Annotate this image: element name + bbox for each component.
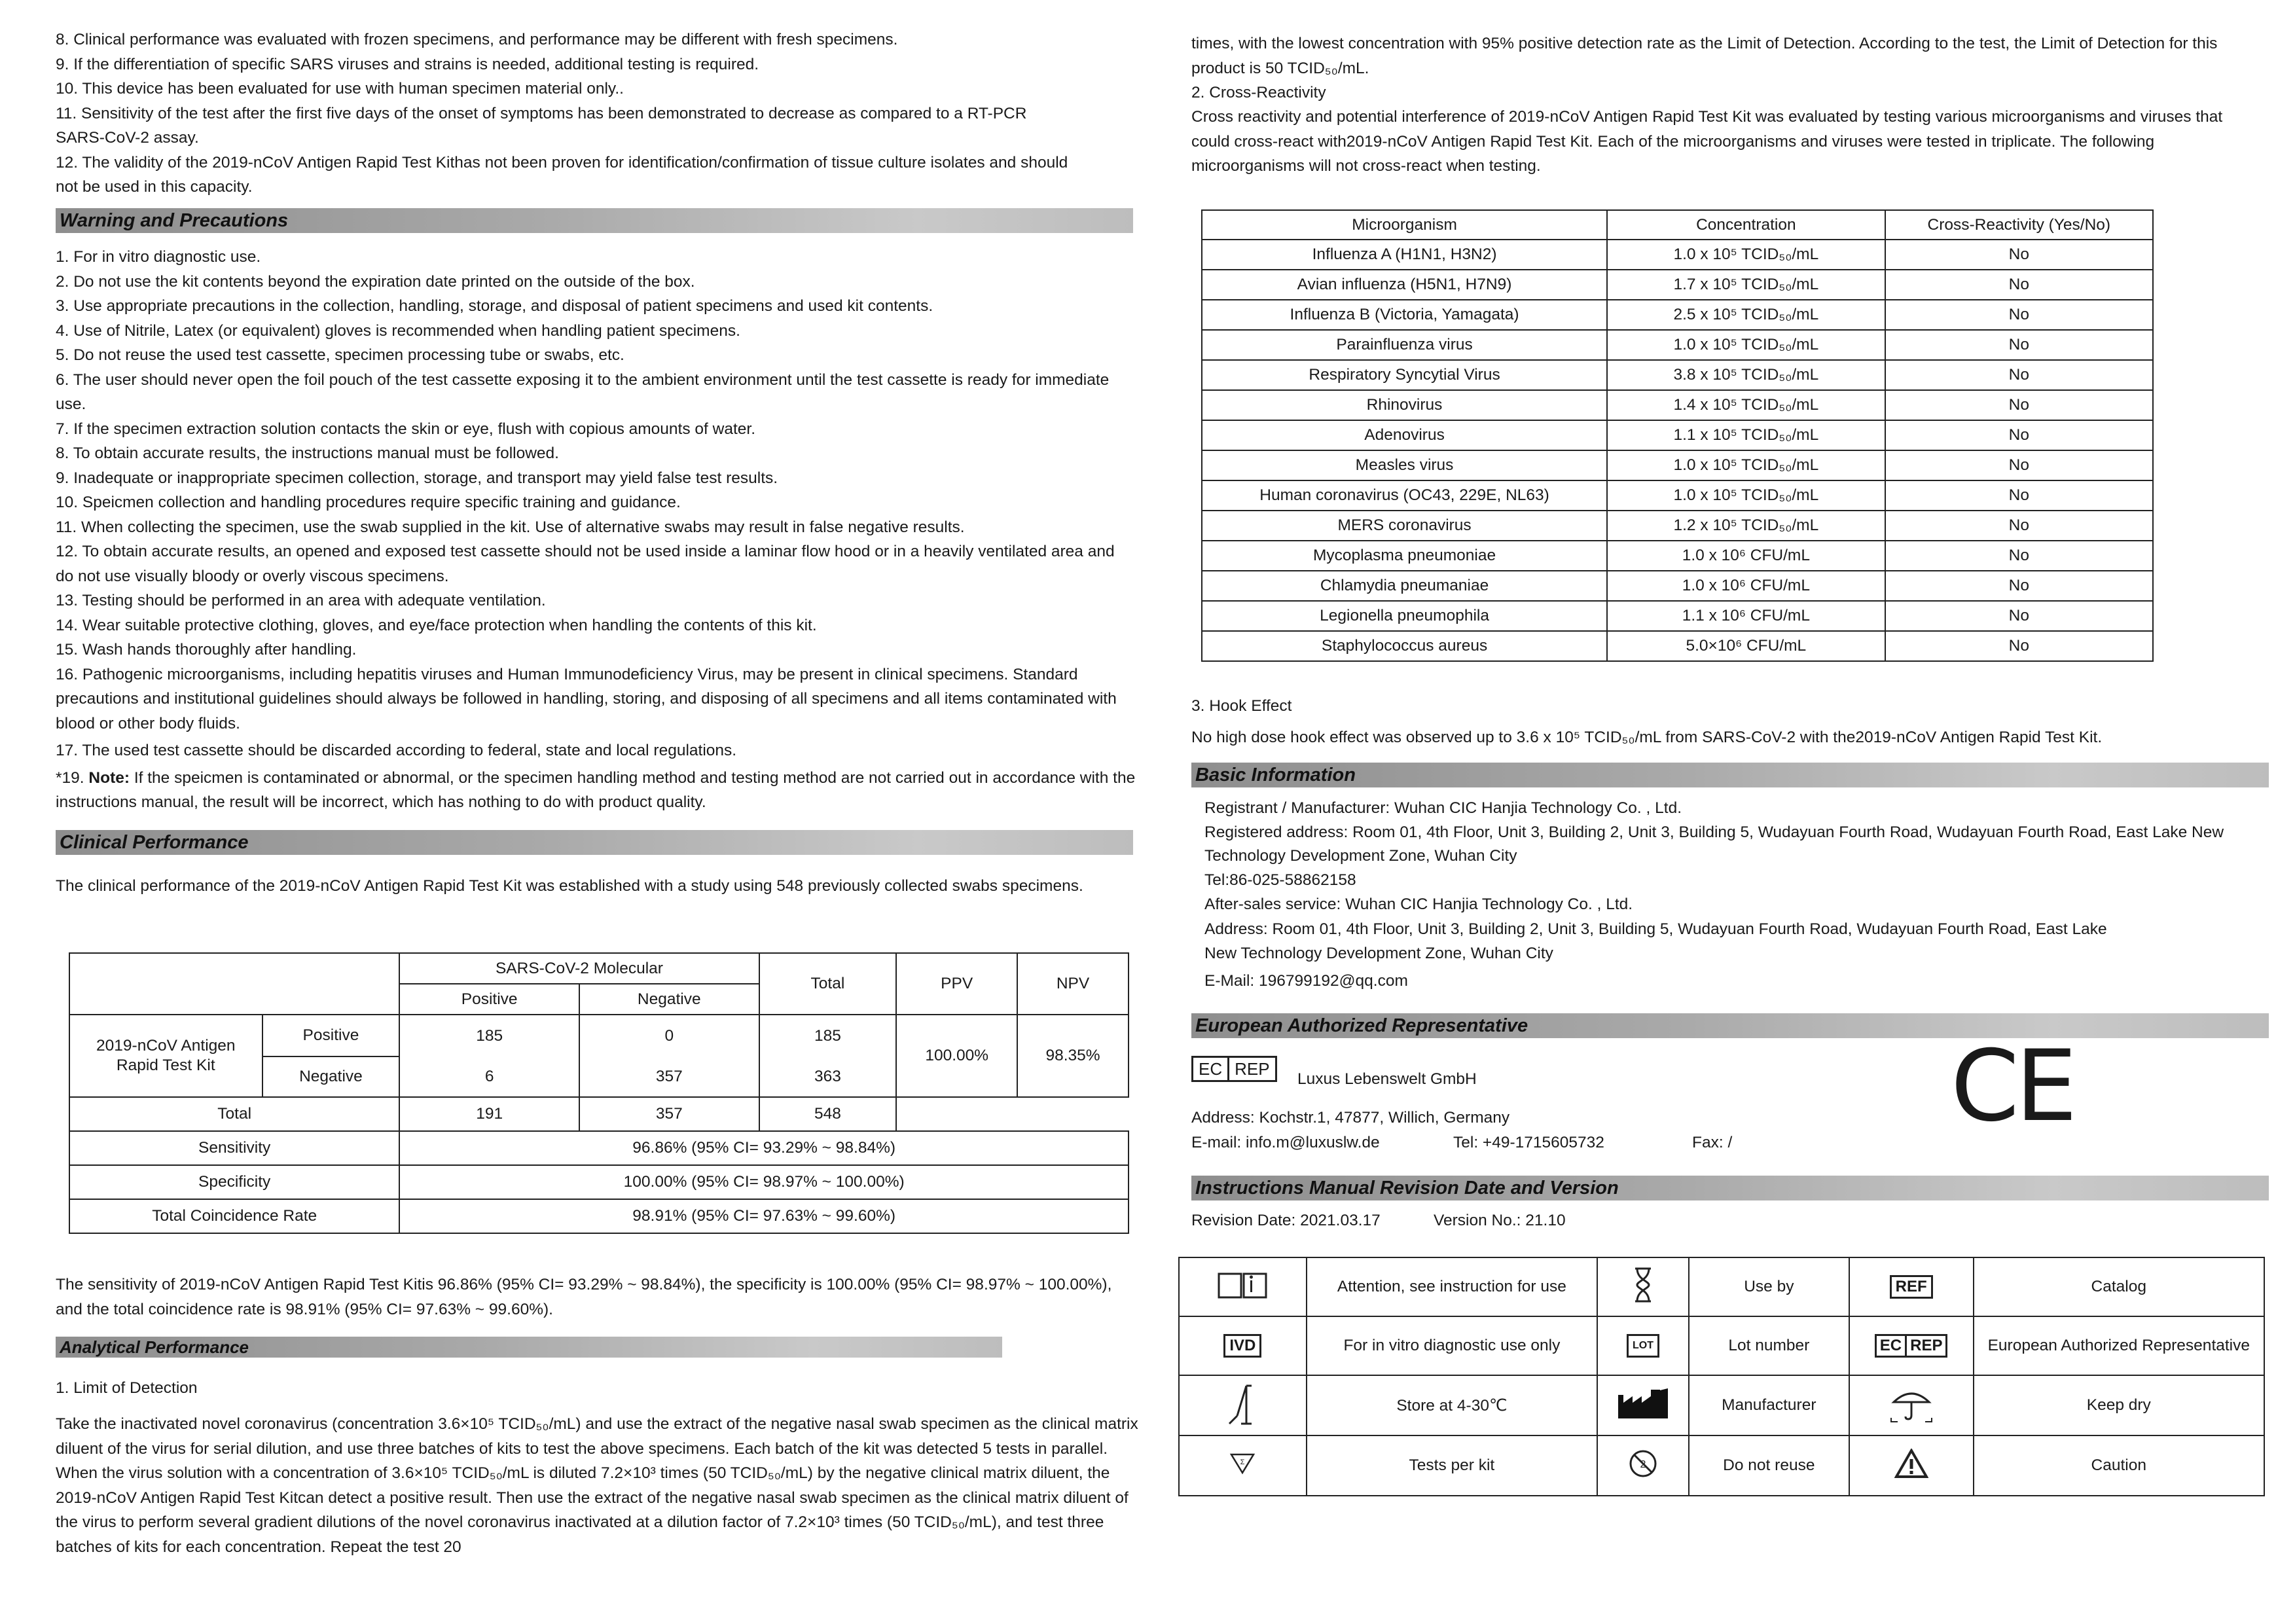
- basic-heading: Basic Information: [1191, 763, 2269, 787]
- cross-cell: 1.0 x 10⁶ CFU/mL: [1607, 541, 1885, 571]
- cross-cell: Staphylococcus aureus: [1202, 631, 1607, 661]
- address: Address: Room 01, 4th Floor, Unit 3, Building 2, Unit 3, Building 5, Wudayuan Fourth Road, Wudayuan Fourth Road, East Lake New Technology Development Zone, Wuhan City: [1204, 920, 2107, 962]
- svg-text:2: 2: [1640, 1458, 1646, 1470]
- cross-cell: 1.0 x 10⁵ TCID₅₀/mL: [1607, 330, 1885, 360]
- symbol-desc: Lot number: [1689, 1316, 1849, 1375]
- svg-text:Σ: Σ: [1240, 1458, 1245, 1466]
- clinical-heading: Clinical Performance: [56, 830, 1133, 855]
- cross-cell: 1.0 x 10⁶ CFU/mL: [1607, 571, 1885, 601]
- cross-cell: Legionella pneumophila: [1202, 601, 1607, 631]
- cross-row: [1202, 240, 2153, 270]
- after-sales: After-sales service: Wuhan CIC Hanjia Technology Co. , Ltd.: [1204, 895, 1633, 913]
- cross-cell: No: [1885, 541, 2153, 571]
- lot-label: LOT: [1627, 1334, 1659, 1358]
- cross-row: [1202, 420, 2153, 450]
- ec-label: EC: [1877, 1336, 1907, 1356]
- hook-text: No high dose hook effect was observed up to 3.6 x 10⁵ TCID₅₀/mL from SARS-CoV-2 with the2019-nCoV Antigen Rapid Test Kit.: [1191, 729, 2103, 746]
- cross-cell: 1.4 x 10⁵ TCID₅₀/mL: [1607, 390, 1885, 420]
- limitation-12: 12. The validity of the 2019-nCoV Antigen Rapid Test Kithas not been proven for identification/confirmation of tissue culture isolates and should not be used in this capacity.: [56, 153, 1068, 196]
- cross-cell: No: [1885, 420, 2153, 450]
- symbol-desc: Use by: [1689, 1257, 1849, 1316]
- cross-cell: Measles virus: [1202, 450, 1607, 480]
- ivd-icon: [1179, 1316, 1307, 1375]
- corner-cell: [69, 953, 399, 1015]
- cross-cell: No: [1885, 631, 2153, 661]
- left-page: [56, 0, 1136, 1624]
- lod-continued: times, with the lowest concentration with 95% positive detection rate as the Limit of Detection. According to the test, the Limit of Detection for this product is 50 TCID₅₀/mL.: [1191, 35, 2218, 77]
- cross-header-cell: Cross-Reactivity (Yes/No): [1885, 210, 2153, 240]
- cross-cell: 1.0 x 10⁵ TCID₅₀/mL: [1607, 450, 1885, 480]
- caution-icon: [1849, 1435, 1974, 1496]
- cell: 185: [759, 1015, 897, 1056]
- cross-header-cell: Microorganism: [1202, 210, 1607, 240]
- limitation-11: 11. Sensitivity of the test after the first five days of the onset of symptoms has been demonstrated to decrease as compared to a RT-PCR SARS-CoV-2 assay.: [56, 104, 1027, 147]
- warning-item-6: 6. The user should never open the foil pouch of the test cassette exposing it to the ambient environment until the test cassette is ready for immediate use.: [56, 370, 1110, 413]
- specificity-value: 100.00% (95% CI= 98.97% ~ 100.00%): [399, 1165, 1129, 1199]
- warning-item-13: 13. Testing should be performed in an area with adequate ventilation.: [56, 592, 546, 609]
- rep-label: REP: [1235, 1059, 1270, 1079]
- warning-item-17: 17. The used test cassette should be discarded according to federal, state and local regulations.: [56, 742, 737, 759]
- cross-row: [1202, 330, 2153, 360]
- symbol-desc: Tests per kit: [1307, 1435, 1597, 1496]
- ec-rep-icon: [1849, 1316, 1974, 1375]
- cross-cell: No: [1885, 480, 2153, 511]
- cross-header-cell: Concentration: [1607, 210, 1885, 240]
- symbol-desc: For in vitro diagnostic use only: [1307, 1316, 1597, 1375]
- positive-header: Positive: [399, 984, 579, 1015]
- cross-title: 2. Cross-Reactivity: [1191, 84, 1326, 101]
- cross-cell: Avian influenza (H5N1, H7N9): [1202, 270, 1607, 300]
- cross-row: [1202, 631, 2153, 661]
- cell: 363: [759, 1056, 897, 1097]
- clinical-intro: The clinical performance of the 2019-nCoV Antigen Rapid Test Kit was established with a study using 548 previously collected swabs specimens.: [56, 877, 1083, 895]
- cross-row: [1202, 480, 2153, 511]
- warning-item-10: 10. Speicmen collection and handling procedures require specific training and guidance.: [56, 494, 681, 511]
- cross-cell: No: [1885, 270, 2153, 300]
- umbrella-icon: [1849, 1375, 1974, 1435]
- cross-row: [1202, 571, 2153, 601]
- limitation-9: 9. If the differentiation of specific SARS viruses and strains is needed, additional testing is required.: [56, 55, 759, 73]
- cross-cell: Influenza A (H1N1, H3N2): [1202, 240, 1607, 270]
- cross-cell: Rhinovirus: [1202, 390, 1607, 420]
- kit-label: 2019-nCoV Antigen Rapid Test Kit: [69, 1015, 262, 1097]
- cross-cell: Parainfluenza virus: [1202, 330, 1607, 360]
- cross-reactivity-body: [1202, 210, 2153, 661]
- cross-cell: Influenza B (Victoria, Yamagata): [1202, 300, 1607, 330]
- warning-item-1: 1. For in vitro diagnostic use.: [56, 248, 261, 266]
- eu-fax: Fax: /: [1692, 1134, 1733, 1151]
- revision-date: Revision Date: 2021.03.17: [1191, 1212, 1381, 1229]
- cross-row: [1202, 300, 2153, 330]
- cross-cell: 1.1 x 10⁵ TCID₅₀/mL: [1607, 420, 1885, 450]
- cross-cell: Respiratory Syncytial Virus: [1202, 360, 1607, 390]
- eu-tel: Tel: +49-1715605732: [1453, 1134, 1604, 1151]
- total-header: Total: [759, 953, 897, 1015]
- cross-cell: No: [1885, 240, 2153, 270]
- warning-item-12: 12. To obtain accurate results, an opened and exposed test cassette should not be used inside a laminar flow hood or in a heavily ventilated area and do not use visually bloody or overly viscous specimens.: [56, 543, 1115, 585]
- cross-cell: 1.1 x 10⁶ CFU/mL: [1607, 601, 1885, 631]
- ec-label: EC: [1193, 1058, 1229, 1080]
- molecular-header: SARS-CoV-2 Molecular: [399, 953, 759, 984]
- tests-per-kit-icon: [1179, 1435, 1307, 1496]
- cross-cell: 2.5 x 10⁵ TCID₅₀/mL: [1607, 300, 1885, 330]
- cell: 185: [399, 1015, 579, 1056]
- cross-cell: No: [1885, 511, 2153, 541]
- warning-item-15: 15. Wash hands thoroughly after handling.: [56, 641, 357, 659]
- ref-label: REF: [1890, 1275, 1933, 1299]
- cross-cell: 1.0 x 10⁵ TCID₅₀/mL: [1607, 480, 1885, 511]
- cross-cell: No: [1885, 390, 2153, 420]
- lot-icon: [1597, 1316, 1689, 1375]
- total-row-label: Total: [69, 1097, 399, 1131]
- cross-cell: MERS coronavirus: [1202, 511, 1607, 541]
- cross-cell: Human coronavirus (OC43, 229E, NL63): [1202, 480, 1607, 511]
- note-prefix: *19.: [56, 768, 89, 787]
- do-not-reuse-icon: [1597, 1435, 1689, 1496]
- cross-cell: 5.0×10⁶ CFU/mL: [1607, 631, 1885, 661]
- symbol-desc: Catalog: [1974, 1257, 2264, 1316]
- cross-row: [1202, 601, 2153, 631]
- version-no: Version No.: 21.10: [1434, 1212, 1566, 1229]
- cross-row: [1202, 390, 2153, 420]
- factory-icon: [1597, 1375, 1689, 1435]
- warning-item-14: 14. Wear suitable protective clothing, gloves, and eye/face protection when handling the contents of this kit.: [56, 616, 817, 634]
- cross-cell: No: [1885, 450, 2153, 480]
- ppv-value: 100.00%: [896, 1015, 1017, 1097]
- specificity-label: Specificity: [69, 1165, 399, 1199]
- cross-row: [1202, 270, 2153, 300]
- sensitivity-value: 96.86% (95% CI= 93.29% ~ 98.84%): [399, 1131, 1129, 1165]
- tel: Tel:86-025-58862158: [1204, 871, 1356, 889]
- cell: 6: [399, 1056, 579, 1097]
- hook-title: 3. Hook Effect: [1191, 697, 1292, 715]
- limitation-10: 10. This device has been evaluated for use with human specimen material only..: [56, 80, 624, 98]
- warning-note: [56, 766, 1136, 815]
- cross-cell: No: [1885, 330, 2153, 360]
- note-text: If the speicmen is contaminated or abnormal, or the specimen handling method and testing method are not carried out in accordance with the instructions manual, the result will be incorrect, which has nothing to do with product quality.: [56, 768, 1136, 811]
- row-positive-label: Positive: [262, 1015, 400, 1056]
- warning-item-5: 5. Do not reuse the used test cassette, specimen processing tube or swabs, etc.: [56, 346, 624, 364]
- warning-item-4: 4. Use of Nitrile, Latex (or equivalent) gloves is recommended when handling patient specimens.: [56, 321, 740, 340]
- symbol-desc: European Authorized Representative: [1974, 1316, 2264, 1375]
- symbol-desc: Keep dry: [1974, 1375, 2264, 1435]
- cross-cell: No: [1885, 601, 2153, 631]
- ref-icon: [1849, 1257, 1974, 1316]
- symbol-desc: Caution: [1974, 1435, 2264, 1496]
- warning-item-3: 3. Use appropriate precautions in the collection, handling, storage, and disposal of patient specimens and used kit contents.: [56, 297, 933, 315]
- warning-item-16: 16. Pathogenic microorganisms, including hepatitis viruses and Human Immunodeficiency Virus, may be present in clinical specimens. Standard precautions and institutional guidelines should always be followed in handling, storing, and disposing of all specimens and all items contaminated with blood or other body fluids.: [56, 665, 1117, 732]
- cell: 548: [759, 1097, 897, 1131]
- rep-label: REP: [1910, 1337, 1943, 1354]
- symbol-desc: Attention, see instruction for use: [1307, 1257, 1597, 1316]
- symbols-table: [1178, 1257, 2265, 1496]
- cross-cell: 3.8 x 10⁵ TCID₅₀/mL: [1607, 360, 1885, 390]
- cross-cell: Mycoplasma pneumoniae: [1202, 541, 1607, 571]
- cross-row: [1202, 360, 2153, 390]
- cell: 357: [579, 1097, 759, 1131]
- basic-info: [1204, 796, 2271, 993]
- warning-list: [56, 245, 1136, 815]
- npv-header: NPV: [1017, 953, 1129, 1015]
- symbol-desc: Do not reuse: [1689, 1435, 1849, 1496]
- clinical-summary: The sensitivity of 2019-nCoV Antigen Rapid Test Kitis 96.86% (95% CI= 93.29% ~ 98.84%), the specificity is 100.00% (95% CI= 98.97% ~ 100.00%), and the total coincidence rate is 98.91% (95% CI= 97.63% ~ 99.60%).: [56, 1276, 1112, 1318]
- warning-item-7: 7. If the specimen extraction solution contacts the skin or eye, flush with copious amounts of water.: [56, 420, 756, 438]
- cell: 191: [399, 1097, 579, 1131]
- coincidence-value: 98.91% (95% CI= 97.63% ~ 99.60%): [399, 1199, 1129, 1233]
- negative-header: Negative: [579, 984, 759, 1015]
- cross-row: [1202, 511, 2153, 541]
- eu-rep-heading: European Authorized Representative: [1191, 1013, 2269, 1038]
- revision-heading: Instructions Manual Revision Date and Version: [1191, 1176, 2269, 1200]
- cross-header-row: [1202, 210, 2153, 240]
- limitation-8: 8. Clinical performance was evaluated with frozen specimens, and performance may be different with fresh specimens.: [56, 31, 898, 48]
- symbol-desc: Manufacturer: [1689, 1375, 1849, 1435]
- cross-row: [1202, 450, 2153, 480]
- sensitivity-label: Sensitivity: [69, 1131, 399, 1165]
- cell: 357: [579, 1056, 759, 1097]
- warning-heading: Warning and Precautions: [56, 208, 1133, 233]
- warning-item-11: 11. When collecting the specimen, use the swab supplied in the kit. Use of alternative swabs may result in false negative results.: [56, 518, 965, 536]
- npv-value: 98.35%: [1017, 1015, 1129, 1097]
- warning-item-2: 2. Do not use the kit contents beyond the expiration date printed on the outside of the box.: [56, 272, 695, 291]
- cross-row: [1202, 541, 2153, 571]
- registrant: Registrant / Manufacturer: Wuhan CIC Hanjia Technology Co. , Ltd.: [1204, 799, 1682, 817]
- right-page: [1191, 0, 2271, 1624]
- eu-email: E-mail: info.m@luxuslw.de: [1191, 1134, 1380, 1151]
- cell: 0: [579, 1015, 759, 1056]
- cross-cell: Adenovirus: [1202, 420, 1607, 450]
- note-label: Note:: [88, 768, 130, 787]
- warning-item-9: 9. Inadequate or inappropriate specimen collection, storage, and transport may yield false test results.: [56, 469, 778, 487]
- clinical-table: [69, 952, 1129, 1234]
- warning-item-8: 8. To obtain accurate results, the instructions manual must be followed.: [56, 444, 559, 462]
- ivd-label: IVD: [1223, 1334, 1261, 1358]
- symbol-desc: Store at 4-30℃: [1307, 1375, 1597, 1435]
- analytical-heading: Analytical Performance: [56, 1337, 1002, 1358]
- cross-cell: 1.0 x 10⁵ TCID₅₀/mL: [1607, 240, 1885, 270]
- cross-text: Cross reactivity and potential interference of 2019-nCoV Antigen Rapid Test Kit was evaluated by testing various microorganisms and viruses that could cross-react with2019-nCoV Antigen Rapid Test Kit. Each of the microorganisms and viruses were tested in triplicate. The following microorganisms will not cross-react when testing.: [1191, 108, 2223, 175]
- lod-text: Take the inactivated novel coronavirus (concentration 3.6×10⁵ TCID₅₀/mL) and use the extract of the negative nasal swab specimen as the clinical matrix diluent of the virus for serial dilution, and use three batches of kits to test the above specimens. Each batch of the kit was detected 5 tests in parallel. When the virus solution with a concentration of 3.6×10⁵ TCID₅₀/mL is diluted 7.2×10³ times (50 TCID₅₀/mL) by the negative clinical matrix diluent, the 2019-nCoV Antigen Rapid Test Kitcan detect a positive result. Then use the extract of the negative nasal swab specimen as the clinical matrix diluent of the virus to perform several gradient dilutions of the novel coronavirus inactivated at a dilution factor of 7.2×10³ times (50 TCID₅₀/mL), and test three batches of kits for each concentration. Repeat the test 20: [56, 1415, 1138, 1556]
- cross-cell: No: [1885, 300, 2153, 330]
- cross-cell: No: [1885, 360, 2153, 390]
- cross-reactivity-table: [1201, 209, 2154, 662]
- coincidence-label: Total Coincidence Rate: [69, 1199, 399, 1233]
- ce-mark: CE: [1951, 1030, 2074, 1144]
- cross-cell: 1.7 x 10⁵ TCID₅₀/mL: [1607, 270, 1885, 300]
- ec-rep-symbol: [1191, 1056, 1277, 1082]
- limitations-list: [56, 27, 1142, 200]
- lod-title: 1. Limit of Detection: [56, 1379, 198, 1397]
- email: E-Mail: 196799192@qq.com: [1204, 971, 1408, 990]
- eu-company: Luxus Lebenswelt GmbH: [1297, 1070, 1477, 1088]
- eu-address: Address: Kochstr.1, 47877, Willich, Germany: [1191, 1109, 1510, 1127]
- thermometer-icon: [1179, 1375, 1307, 1435]
- ppv-header: PPV: [896, 953, 1017, 1015]
- cross-cell: Chlamydia pneumaniae: [1202, 571, 1607, 601]
- hourglass-icon: [1597, 1257, 1689, 1316]
- registered-address: Registered address: Room 01, 4th Floor, Unit 3, Building 2, Unit 3, Building 5, Wudayuan Fourth Road, Wudayuan Fourth Road, East Lake New Technology Development Zone, Wuhan City: [1204, 823, 2224, 865]
- cross-cell: 1.2 x 10⁵ TCID₅₀/mL: [1607, 511, 1885, 541]
- empty-cell: [896, 1097, 1129, 1131]
- row-negative-label: Negative: [262, 1056, 400, 1097]
- book-icon: [1179, 1257, 1307, 1316]
- cross-cell: No: [1885, 571, 2153, 601]
